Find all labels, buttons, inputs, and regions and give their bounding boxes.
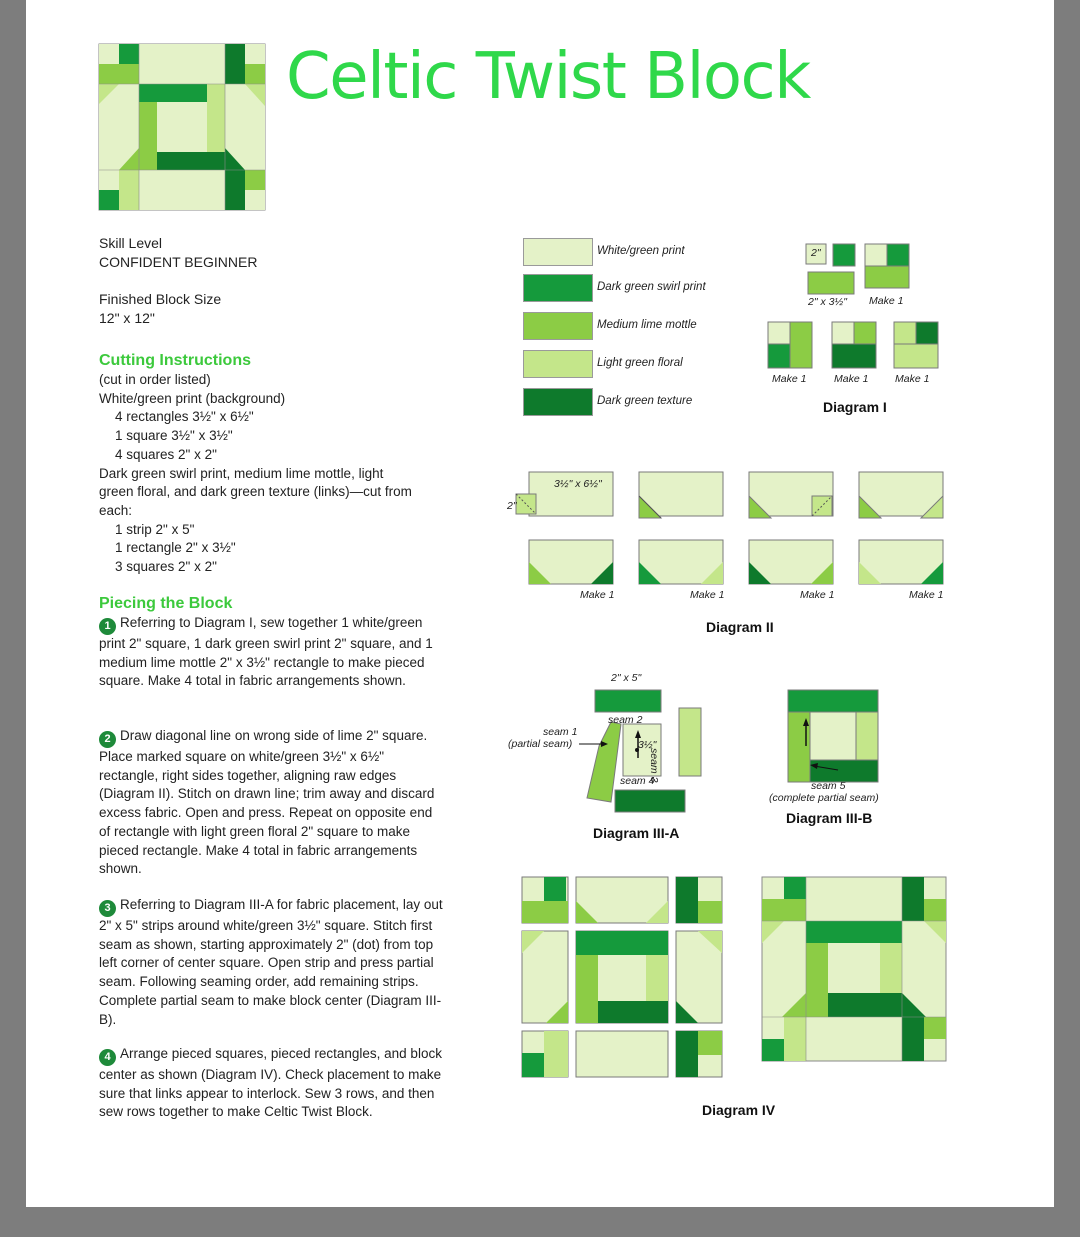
cutting-line: 3 squares 2" x 2" [115,559,217,575]
d2-make-label: Make 1 [800,589,835,601]
diagram-3b-graphic [786,688,880,784]
diagram-1-caption: Diagram I [823,399,887,415]
d1-make-label: Make 1 [834,373,869,385]
legend-label: Dark green swirl print [597,281,706,293]
step-text: Draw diagonal line on wrong side of lime 2" square. Place marked square on white/green 3½" x 6½" rectangle, right sides together, aligning raw edges (Diagram II). Stitch on drawn line; trim away and discard excess fabric. Open and press. Repeat on opposite end of rectangle with light green floral 2" square to make pieced rectangle. Make 4 total in fabric arrangements shown. [99,728,435,877]
cutting-line: White/green print (background) [99,390,286,406]
step-text: Arrange pieced squares, pieced rectangles, and block center as shown (Diagram IV). Check placement to make sure that links appear to interlock. Sew 3 rows, and then sew rows together to make Celtic Twist Block. [99,1046,442,1120]
cutting-line: (cut in order listed) [99,372,211,387]
legend-label: Dark green texture [597,395,693,407]
d2-make-label: Make 1 [690,589,725,601]
step-number: 1 [99,618,116,635]
cutting-line: Dark green swirl print, medium lime mottle, light [99,465,384,481]
step-number: 2 [99,731,116,748]
d3a-seam-2: seam 2 [608,714,643,726]
d2-make-label: Make 1 [580,589,615,601]
piecing-heading: Piecing the Block [99,595,233,612]
diagram-4-exploded-graphic [520,875,724,1081]
legend-swatch-dark-swirl [523,274,593,302]
diagram-4-assembled-graphic [762,877,946,1061]
d3a-strip-dim: 2" x 5" [611,672,642,684]
d2-make-label: Make 1 [909,589,944,601]
cutting-line: 1 rectangle 2" x 3½" [115,540,236,556]
d3a-seam-3: seam 3 [648,748,660,783]
pattern-sheet [26,0,1054,1207]
cutting-line: each: [99,502,133,518]
diagram-3b-caption: Diagram III-B [786,810,873,826]
d3a-center-dim: 3½" [638,739,657,751]
legend-label: White/green print [597,245,685,257]
diagram-3a-caption: Diagram III-A [593,825,680,841]
block-size-value: 12" x 12" [99,310,155,326]
piecing-step-3 [99,896,444,1029]
d1-make-label: Make 1 [772,373,807,385]
cutting-line: 4 rectangles 3½" x 6½" [115,409,254,425]
d2-dim-rect: 3½" x 6½" [554,478,602,490]
d3b-seam-5-note: (complete partial seam) [769,792,879,804]
cutting-line: 1 square 3½" x 3½" [115,428,233,444]
piecing-step-4 [99,1045,444,1122]
finished-block-image [99,44,265,210]
diagram-3a-graphic [581,688,711,816]
d3a-seam-4: seam 4 [620,775,655,787]
diagram-4-caption: Diagram IV [702,1102,776,1118]
d1-dim-rect: 2" x 3½" [808,296,847,308]
d3a-seam-1: seam 1 [543,726,578,738]
legend-swatch-dark-texture [523,388,593,416]
d2-dim-square: 2" [507,500,517,512]
diagram-2-caption: Diagram II [706,619,774,635]
legend-swatch-medium-lime [523,312,593,340]
block-size-label: Finished Block Size [99,291,222,307]
piecing-step-2 [99,727,444,879]
cutting-instructions [99,371,412,577]
legend-label: Medium lime mottle [597,319,697,331]
cutting-line: 1 strip 2" x 5" [115,521,195,537]
piecing-step-1 [99,614,444,691]
cutting-line: 4 squares 2" x 2" [115,446,217,462]
skill-level-value: CONFIDENT BEGINNER [99,254,258,270]
d1-make-label: Make 1 [895,373,930,385]
cutting-line: green floral, and dark green texture (links)—cut from [99,484,412,500]
seam-1-arrow-icon [579,739,609,749]
pattern-page [26,0,1054,1207]
d3a-seam-1-note: (partial seam) [508,738,573,750]
d1-dim-square: 2" [811,247,821,259]
d1-make-label: Make 1 [869,295,904,307]
legend-label: Light green floral [597,357,683,369]
step-text: Referring to Diagram I, sew together 1 white/green print 2" square, 1 dark green swirl print 2" square, and 1 medium lime mottle 2" x 3½" rectangle to make pieced square. Make 4 total in fabric arrangements shown. [99,615,433,689]
legend-swatch-white-green [523,238,593,266]
step-number: 3 [99,900,116,917]
d3b-seam-5: seam 5 [811,780,846,792]
cutting-heading: Cutting Instructions [99,352,251,369]
skill-level-label: Skill Level [99,235,163,251]
diagram-1-graphic [766,240,946,375]
legend-swatch-light-floral [523,350,593,378]
step-number: 4 [99,1049,116,1066]
step-text: Referring to Diagram III-A for fabric placement, lay out 2" x 5" strips around white/green 3½" square. Stitch first seam as shown, starting approximately 2" (dot) from top left corner of center square. Open strip and press partial seam. Following seaming order, add remaining strips. Complete partial seam to make block center (Diagram III-B). [99,897,443,1027]
page-title: Celtic Twist Block [286,40,810,114]
